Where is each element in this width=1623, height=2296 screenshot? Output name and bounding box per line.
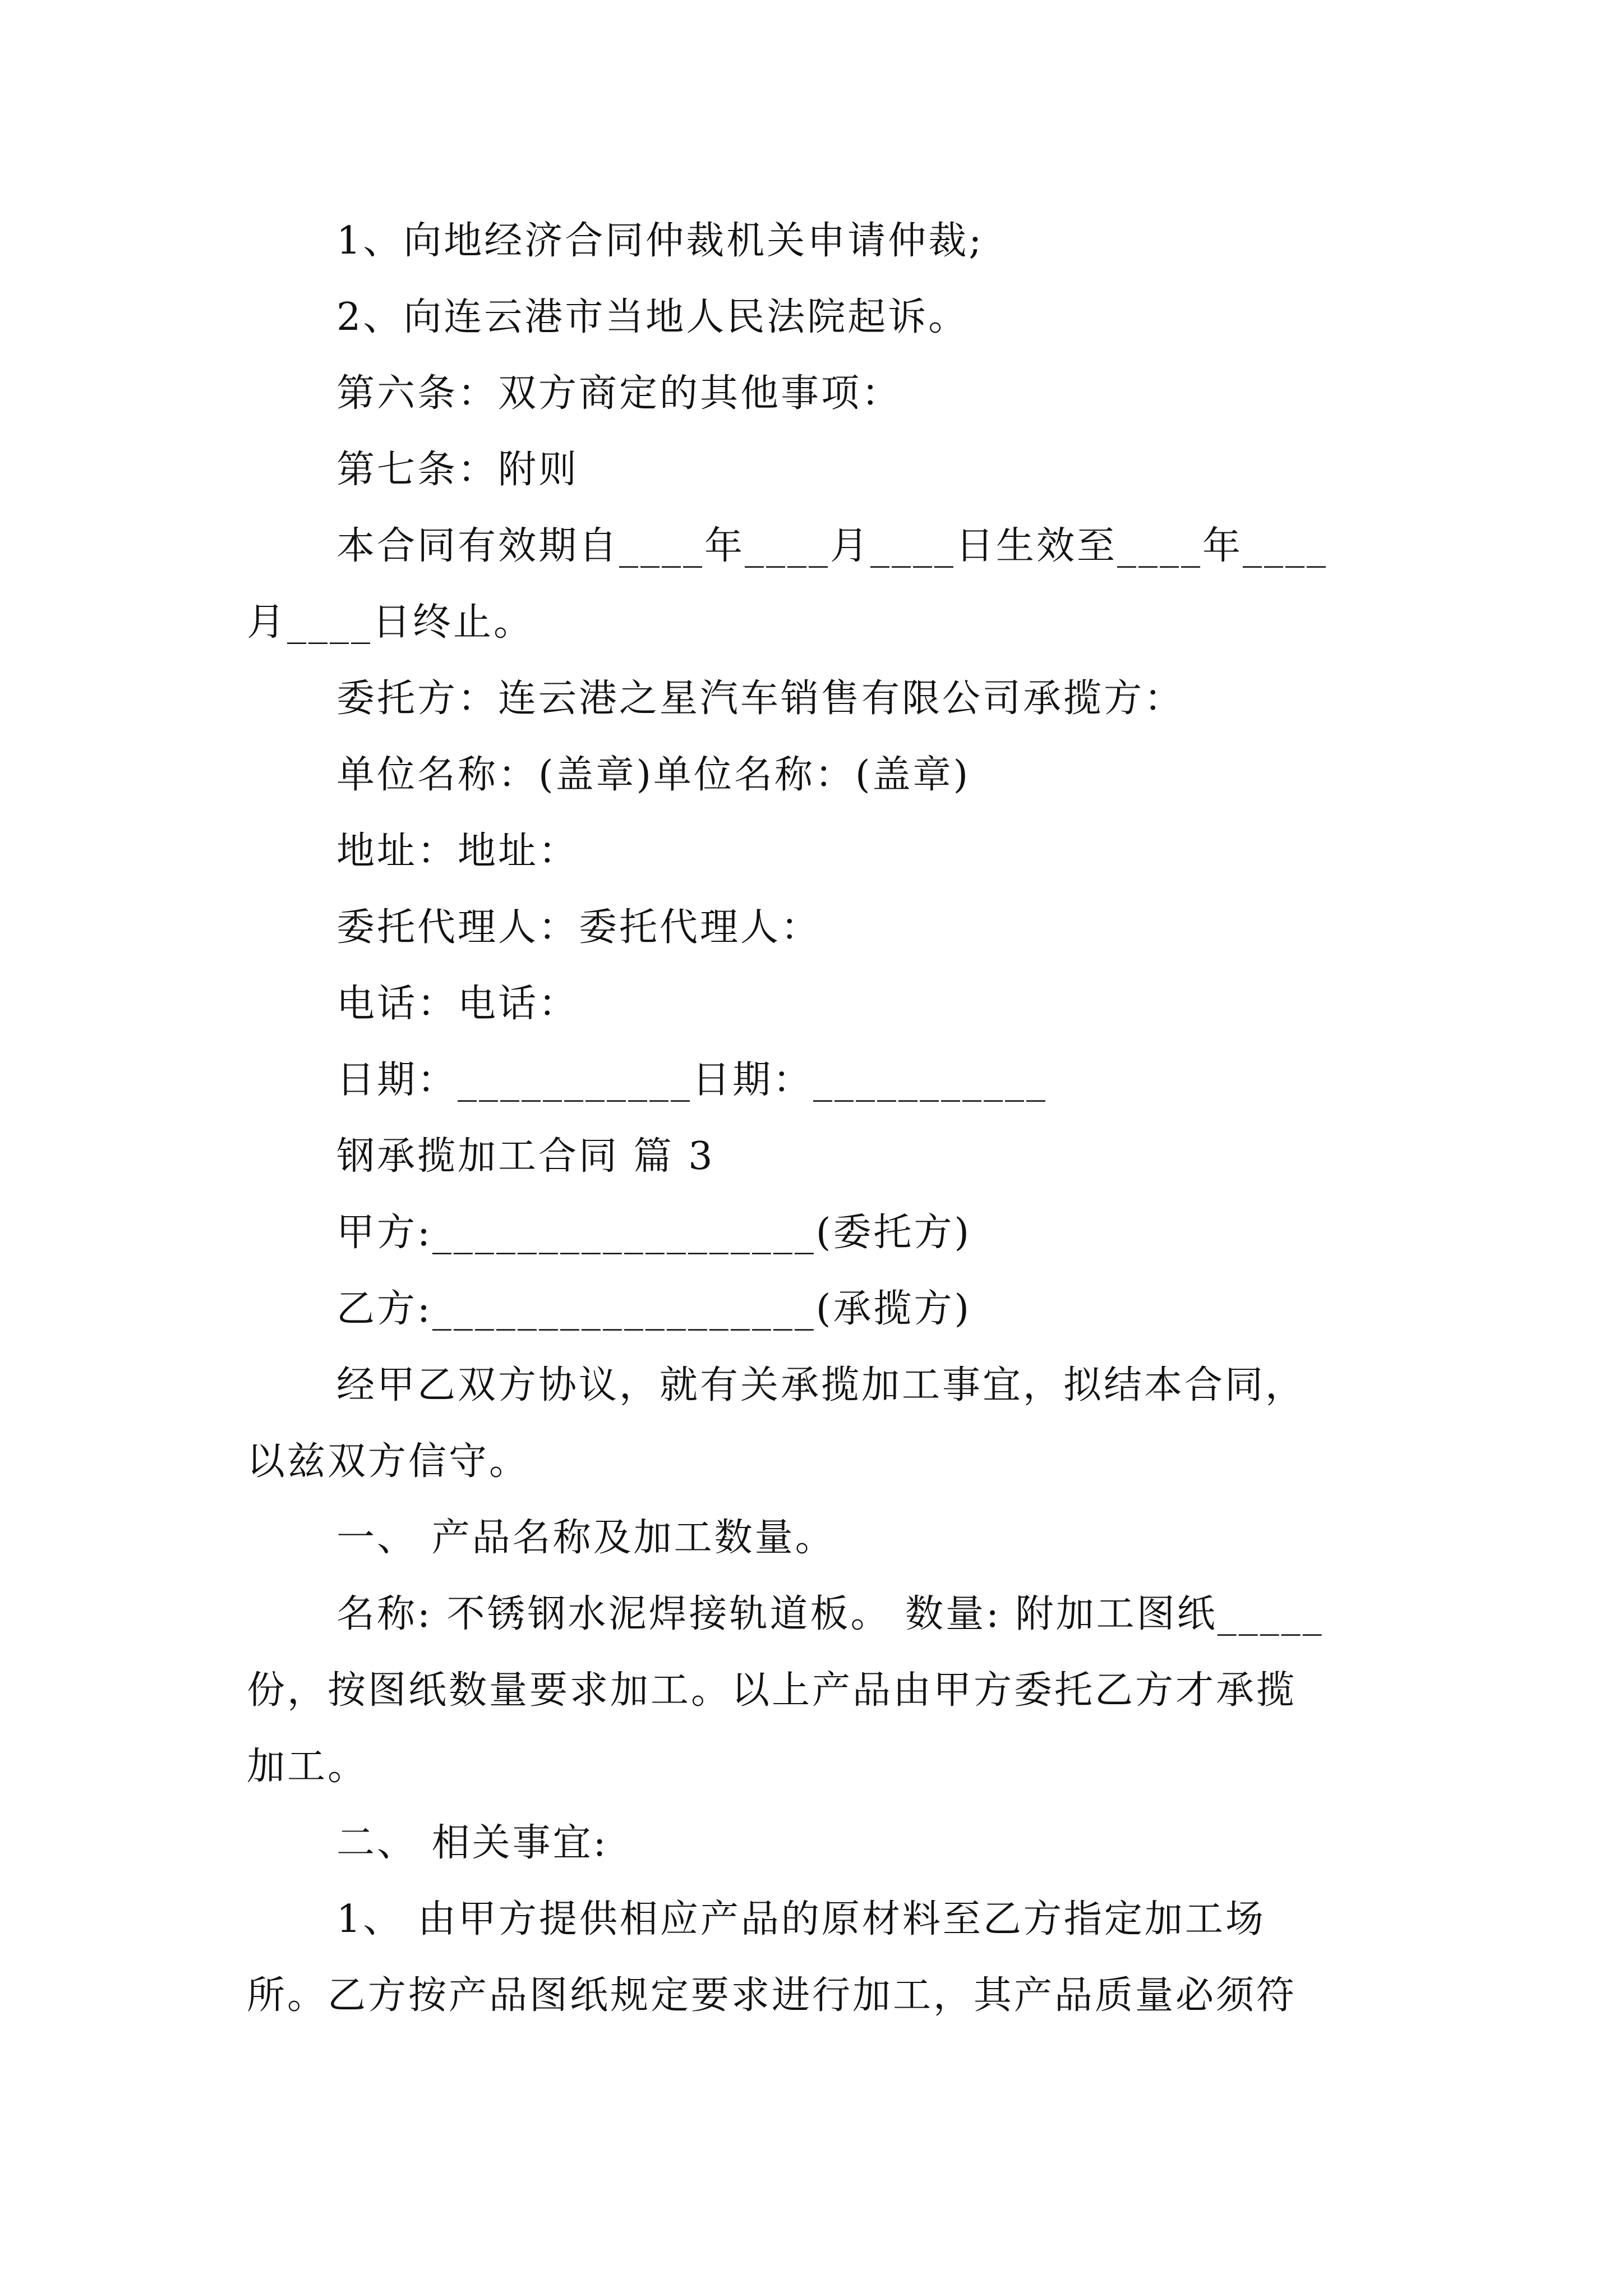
text-line: 电话：电话：: [336, 982, 579, 1026]
text-line: 以兹双方信守。: [247, 1439, 530, 1484]
text-line: 一、 产品名称及加工数量。: [336, 1516, 836, 1560]
text-line: 1、向地经济合同仲裁机关申请仲裁;: [336, 219, 984, 263]
section-heading: 钢承揽加工合同 篇 3: [336, 1134, 715, 1179]
text-line: 甲方:__________________(委托方): [336, 1211, 971, 1255]
text-line: 所。乙方按产品图纸规定要求进行加工，其产品质量必须符: [247, 1973, 1297, 2018]
text-line: 1、 由甲方提供相应产品的原材料至乙方指定加工场: [336, 1897, 1266, 1941]
text-line: 委托方：连云港之星汽车销售有限公司承揽方：: [336, 677, 1185, 721]
text-line: 份，按图纸数量要求加工。以上产品由甲方委托乙方才承揽: [247, 1668, 1297, 1713]
text-line: 委托代理人：委托代理人：: [336, 905, 822, 950]
text-line: 二、 相关事宜:: [336, 1821, 608, 1865]
text-line: 加工。: [247, 1745, 368, 1789]
text-line: 2、向连云港市当地人民法院起诉。: [336, 295, 969, 339]
text-line: 日期：___________日期：___________: [336, 1058, 1048, 1102]
text-line: 地址：地址：: [336, 829, 579, 873]
text-line: 乙方:__________________(承揽方): [336, 1287, 971, 1331]
text-line: 名称: 不锈钢水泥焊接轨道板。 数量: 附加工图纸_____: [336, 1592, 1324, 1636]
text-line: 第七条：附则: [336, 448, 579, 492]
text-line: 单位名称：(盖章)单位名称：(盖章): [336, 753, 971, 797]
text-line: 经甲乙双方协议，就有关承揽加工事宜，拟结本合同，: [336, 1363, 1306, 1407]
text-line: 月____日终止。: [247, 600, 534, 645]
text-line: 本合同有效期自____年____月____日生效至____年____: [336, 524, 1329, 568]
text-line: 第六条：双方商定的其他事项：: [336, 371, 902, 416]
